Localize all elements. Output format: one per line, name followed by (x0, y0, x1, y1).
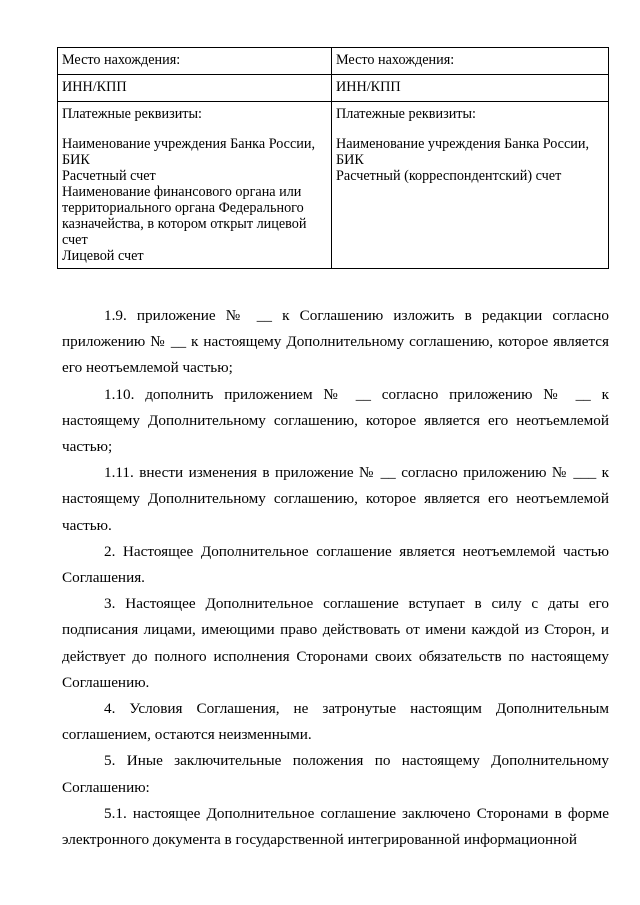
location-row (58, 48, 609, 75)
paragraph-1-10: 1.10. дополнить приложением № __ согласно приложению № __ к настоящему Дополнительному соглашению, которое является его неотъемлемой частью; (62, 385, 609, 456)
payment-row (58, 102, 609, 269)
right-payment-cell (332, 102, 609, 269)
paragraph-5: 5. Иные заключительные положения по настоящему Дополнительному Соглашению: (62, 752, 609, 796)
inn-kpp-row (58, 75, 609, 102)
left-payment-bank-line: Наименование учреждения Банка России, БИК (62, 136, 315, 168)
right-payment-heading: Платежные реквизиты: (336, 106, 476, 122)
paragraph-1-11: 1.11. внести изменения в приложение № __ согласно приложению № ___ к настоящему Дополнительному соглашению, которое является его неотъемлемой частью. (62, 464, 609, 534)
left-payment-treasury-line: Наименование финансового органа или территориального органа Федерального казначейства, в котором открыт лицевой счет (62, 184, 307, 248)
left-payment-heading: Платежные реквизиты: (62, 106, 202, 122)
left-payment-personal-account-line: Лицевой счет (62, 248, 144, 264)
right-location-cell: Место нахождения: (332, 48, 609, 75)
right-payment-account-line: Расчетный (корреспондентский) счет (336, 168, 562, 184)
right-inn-kpp-cell: ИНН/КПП (332, 75, 609, 102)
paragraph-1-9: 1.9. приложение № __ к Соглашению изложить в редакции согласно приложению № __ к настоящему Дополнительному соглашению, которое является его неотъемлемой частью; (62, 307, 609, 377)
left-payment-cell (58, 102, 332, 269)
right-payment-bank-line: Наименование учреждения Банка России, БИК (336, 136, 589, 168)
left-payment-account-line: Расчетный счет (62, 168, 156, 184)
left-inn-kpp-cell: ИНН/КПП (58, 75, 332, 102)
left-location-cell: Место нахождения: (58, 48, 332, 75)
paragraph-5-1: 5.1. настоящее Дополнительное соглашение заключено Сторонами в форме электронного документа в государственной интегрированной информационной (62, 804, 609, 849)
paragraph-3: 3. Настоящее Дополнительное соглашение вступает в силу с даты его подписания лицами, имеющими право действовать от имени каждой из Сторон, и действует до полного исполнения Сторонами своих обязательств по настоящему Соглашению. (62, 595, 609, 691)
paragraph-4: 4. Условия Соглашения, не затронутые настоящим Дополнительным соглашением, остаются неизменными. (62, 700, 609, 744)
agreement-body (62, 303, 609, 853)
paragraph-2: 2. Настоящее Дополнительное соглашение является неотъемлемой частью Соглашения. (62, 542, 609, 587)
requisites-table (57, 47, 609, 269)
